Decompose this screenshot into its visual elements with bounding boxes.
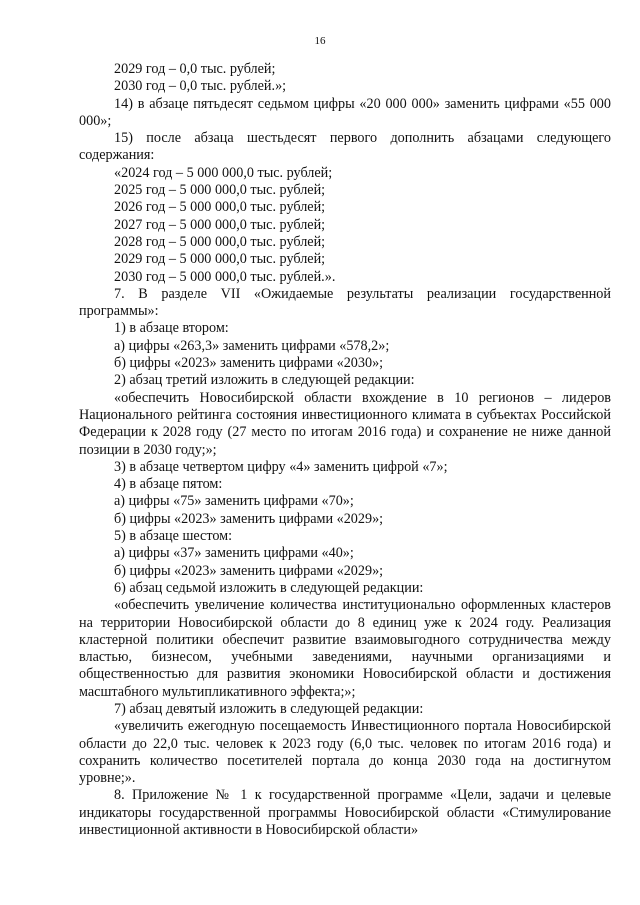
- paragraph-21: б) цифры «2023» заменить цифрами «2029»;: [114, 510, 384, 527]
- paragraph-19: 4) в абзаце пятом:: [114, 476, 223, 493]
- paragraph-28: «увеличить ежегодную посещаемость Инвестиционного портала Новосибирской области до 22,0 тыс. человек к 2023 году (6,0 тыс. человек по итогам 2016 года) и сохранить количество посетителей портала до конца 2030 года на достигнутом уровне;».: [79, 718, 611, 787]
- paragraph-12: 7. В разделе VII «Ожидаемые результаты реализации государственной программы»:: [79, 285, 611, 320]
- paragraph-23: а) цифры «37» заменить цифрами «40»;: [114, 545, 354, 562]
- paragraph-2: 2030 год – 0,0 тыс. рублей.»;: [114, 78, 287, 95]
- paragraph-26: «обеспечить увеличение количества институционально оформленных кластеров на территории Новосибирской области до 8 единиц уже к 2024 году. Реализация кластерной политики обеспечит развитие взаимовыгодного сотрудничества между властью, бизнесом, учебными заведениями, научными организациями и общественностью для развития экономики Новосибирской области и достижения масштабного мультипликативного эффекта;»;: [79, 597, 611, 700]
- paragraph-9: 2028 год – 5 000 000,0 тыс. рублей;: [114, 233, 326, 250]
- paragraph-5: «2024 год – 5 000 000,0 тыс. рублей;: [114, 164, 333, 181]
- paragraph-24: б) цифры «2023» заменить цифрами «2029»;: [114, 562, 384, 579]
- paragraph-10: 2029 год – 5 000 000,0 тыс. рублей;: [114, 251, 326, 268]
- paragraph-8: 2027 год – 5 000 000,0 тыс. рублей;: [114, 216, 326, 233]
- paragraph-14: а) цифры «263,3» заменить цифрами «578,2»;: [114, 337, 390, 354]
- paragraph-17: «обеспечить Новосибирской области вхождение в 10 регионов – лидеров Национального рейтинга состояния инвестиционного климата в субъектах Российской Федерации к 2028 году (27 место по итогам 2016 года) и сохранение не ниже данной позиции в 2030 году;»;: [79, 389, 611, 458]
- paragraph-18: 3) в абзаце четвертом цифру «4» заменить цифрой «7»;: [114, 458, 448, 475]
- paragraph-22: 5) в абзаце шестом:: [114, 528, 233, 545]
- paragraph-6: 2025 год – 5 000 000,0 тыс. рублей;: [114, 182, 326, 199]
- paragraph-25: 6) абзац седьмой изложить в следующей редакции:: [114, 579, 424, 596]
- paragraph-1: 2029 год – 0,0 тыс. рублей;: [114, 61, 276, 77]
- paragraph-7: 2026 год – 5 000 000,0 тыс. рублей;: [114, 199, 326, 216]
- paragraph-27: 7) абзац девятый изложить в следующей редакции:: [114, 700, 424, 717]
- paragraph-4: 15) после абзаца шестьдесят первого дополнить абзацами следующего содержания:: [79, 130, 611, 164]
- paragraph-11: 2030 год – 5 000 000,0 тыс. рублей.».: [114, 268, 336, 285]
- paragraph-13: 1) в абзаце втором:: [114, 320, 229, 337]
- paragraph-3: 14) в абзаце пятьдесят седьмом цифры «20 000 000» заменить цифрами «55 000 000»;: [79, 95, 611, 129]
- paragraph-20: а) цифры «75» заменить цифрами «70»;: [114, 493, 354, 510]
- paragraph-16: 2) абзац третий изложить в следующей редакции:: [114, 372, 415, 389]
- paragraph-15: б) цифры «2023» заменить цифрами «2030»;: [114, 355, 384, 372]
- page-number: 16: [314, 35, 326, 47]
- paragraph-29: 8. Приложение № 1 к государственной программе «Цели, задачи и целевые индикаторы государственной программы Новосибирской области «Стимулирование инвестиционной активности в Новосибирской области»: [79, 787, 611, 839]
- document-body: [79, 61, 611, 839]
